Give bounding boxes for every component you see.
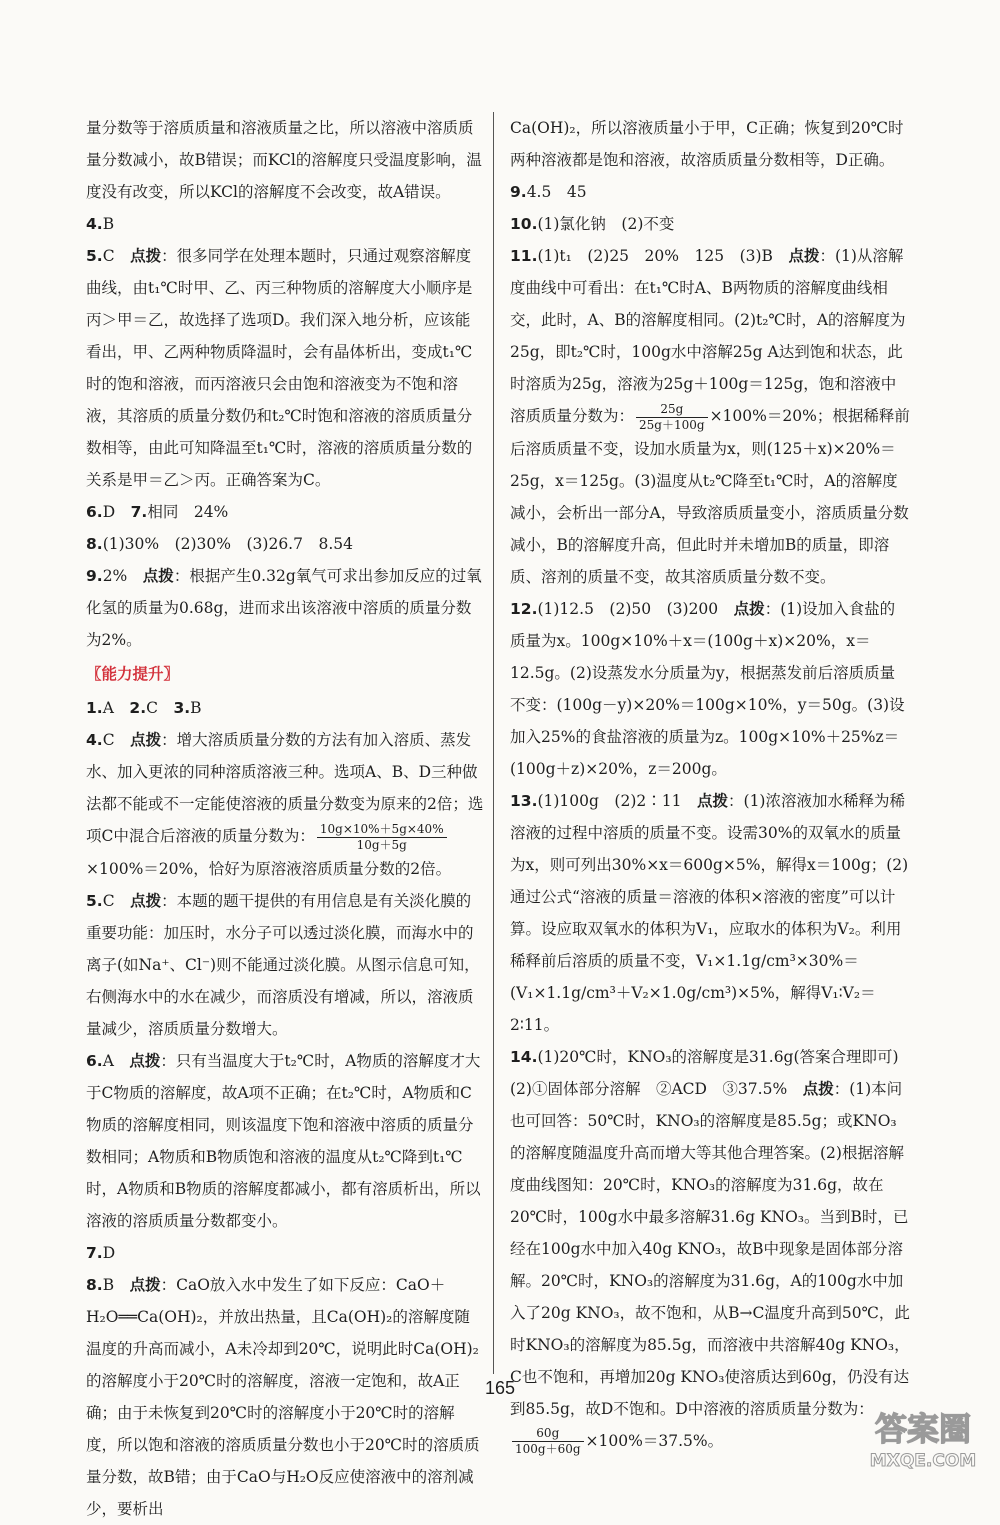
answer-6-7: 6.D 7.相同 24%	[86, 503, 229, 521]
answer-8b: 8.B 点拨：CaO放入水中发生了如下反应：CaO＋H₂O══Ca(OH)₂，并放出热量，且Ca(OH)₂的溶解度随温度的升高而减小，A未冷却到20℃，说明此时Ca(OH)₂的溶解度小于20℃时的溶解度，溶液一定饱和，故A正确；由于未恢复到20℃时的溶解度小于20℃时的溶解度，所以饱和溶液的溶质质量分数也小于20℃时的溶质质量分数，故B错；由于CaO与H₂O反应使溶液中的溶剂减少，要析出	[86, 1275, 480, 1518]
fraction: $\frac{10g\times 10\%+5g\times 40\%}{10g+5g}$	[317, 822, 447, 853]
answer-9: 9.4.5 45	[510, 183, 587, 201]
left-column	[86, 112, 484, 1525]
svg-text:MXQE.COM: MXQE.COM	[869, 1451, 977, 1471]
answer-11: 11.(1)t₁ (2)25 20% 125 (3)B 点拨：(1)从溶解度曲线中可看出：在t₁℃时A、B两物质的溶解度曲线相交，此时，A、B的溶解度相同。(2)t₂℃时，A的溶解度为25g，即t₂℃时，100g水中溶解25g A达到饱和状态，此时溶质为25g，溶液为25g＋100g＝125g，饱和溶液中溶质质量分数为： $\frac{25g}{25g+100g}$ ×100%＝20%；根据稀释前后溶质质量不变，设加水质量为x，则(125＋x)×20%＝25g，x＝125g。(3)温度从t₂℃降至t₁℃时，A的溶解度减小，会析出一部分A，导致溶质质量变小，溶质质量分数减小，B的溶解度升高，但此时并未增加B的质量，即溶质、溶剂的质量不变，故其溶质质量分数不变。	[510, 247, 910, 586]
watermark-logo	[858, 1400, 988, 1476]
continued-text: Ca(OH)₂，所以溶液质量小于甲，C正确；恢复到20℃时两种溶液都是饱和溶液，故溶质质量分数相等，D正确。	[510, 119, 904, 169]
continued-text: 量分数等于溶质质量和溶液质量之比，所以溶液中溶质质量分数减小，故B错误；而KCl的溶解度只受温度影响，温度没有改变，所以KCl的溶解度不会改变，故A错误。	[86, 119, 482, 201]
section-heading: 〖能力提升〗	[86, 665, 180, 683]
answer-5: 5.C 点拨：很多同学在处理本题时，只通过观察溶解度曲线，由t₁℃时甲、乙、丙三种物质的溶解度大小顺序是丙＞甲＝乙，故选择了选项D。我们深入地分析，应该能看出，甲、乙两种物质降温时，会有晶体析出，变成t₁℃时的饱和溶液，而丙溶液只会由饱和溶液变为不饱和溶液，其溶质的质量分数仍和t₂℃时饱和溶液的溶质质量分数相等，由此可知降温至t₁℃时，溶液的溶质质量分数的关系是甲＝乙＞丙。正确答案为C。	[86, 247, 473, 489]
fraction: $\frac{60g}{100g+60g}$	[512, 1426, 584, 1457]
answer-14: 14.(1)20℃时，KNO₃的溶解度是31.6g(答案合理即可)	[510, 1047, 899, 1066]
answer-10: 10.(1)氯化钠 (2)不变	[510, 215, 675, 233]
answer-4b: 4.C 点拨：增大溶质质量分数的方法有加入溶质、蒸发水、加入更浓的同种溶质溶液三种。选项A、B、D三种做法都不能或不一定能使溶液的质量分数变为原来的2倍；选项C中混合后溶液的质量分数为： $\frac{10g\times 10\%+5g\times 40\%}{10g+5g}$ ×100%＝20%，恰好为原溶液溶质质量分数的2倍。	[86, 731, 484, 878]
answer-13: 13.(1)100g (2)2∶11 点拨：(1)浓溶液加水稀释为稀溶液的过程中溶质的质量不变。设需30%的双氧水的质量为x，则可列出30%×x＝600g×5%，解得x＝100g；(2)通过公式“溶液的质量＝溶液的体积×溶液的密度”可以计算。设应取双氧水的体积为V₁，应取水的体积为V₂。利用稀释前后溶质的质量不变，V₁×1.1g/cm³×30%＝(V₁×1.1g/cm³＋V₂×1.0g/cm³)×5%，解得V₁∶V₂＝2∶11。	[510, 791, 909, 1034]
answer-7b: 7.D	[86, 1243, 116, 1262]
right-column	[510, 112, 910, 1457]
answer-6b: 6.A 点拨：只有当温度大于t₂℃时，A物质的溶解度才大于C物质的溶解度，故A项不正确；在t₂℃时，A物质和C物质的溶解度相同，则该温度下饱和溶液中溶质的质量分数相同；A物质和B物质饱和溶液的温度从t₂℃降到t₁℃时，A物质和B物质的溶解度都减小，都有溶质析出，所以溶液的溶质质量分数都变小。	[86, 1051, 481, 1230]
page-number: 165	[484, 1378, 516, 1398]
svg-text:答案圈: 答案圈	[874, 1410, 972, 1448]
answer-5b: 5.C 点拨：本题的题干提供的有用信息是有关淡化膜的重要功能：加压时，水分子可以透过淡化膜，而海水中的离子(如Na⁺、Cl⁻)则不能通过淡化膜。从图示信息可知，右侧海水中的水在减少，而溶质没有增减，所以，溶液质量减少，溶质质量分数增大。	[86, 891, 480, 1038]
answer-14-part2: (2)①固体部分溶解 ②ACD ③37.5% 点拨：(1)本问也可回答：50℃时，KNO₃的溶解度是85.5g；或KNO₃的溶解度随温度升高而增大等其他合理答案。(2)根据溶解度曲线图知：20℃时，KNO₃的溶解度为31.6g，故在20℃时，100g水中最多溶解31.6g KNO₃。当到B时，已经在100g水中加入40g KNO₃，故B中现象是固体部分溶解。20℃时，KNO₃的溶解度为31.6g，A的100g水中加入了20g KNO₃，故不饱和，从B→C温度升高到50℃，此时KNO₃的溶解度为85.5g，而溶液中共溶解40g KNO₃，C也不饱和，再增加20g KNO₃使溶质达到60g，仍没有达到85.5g，故D不饱和。D中溶液的溶质质量分数为： $\frac{60g}{100g+60g}$ ×100%＝37.5%。	[510, 1079, 910, 1456]
answer-9: 9.2% 点拨：根据产生0.32g氧气可求出参加反应的过氧化氢的质量为0.68g，进而求出该溶液中溶质的质量分数为2%。	[86, 567, 482, 649]
fraction: $\frac{25g}{25g+100g}$	[636, 402, 708, 433]
answer-12: 12.(1)12.5 (2)50 (3)200 点拨：(1)设加入食盐的质量为x。100g×10%＋x＝(100g＋x)×20%，x＝12.5g。(2)设蒸发水分质量为y，根据蒸发前后溶质质量不变：(100g－y)×20%＝100g×10%，y＝50g。(3)设加入25%的食盐溶液的质量为z。100g×10%＋25%z＝(100g＋z)×20%，z＝200g。	[510, 599, 905, 778]
answers-1-3: 1.A 2.C 3.B	[86, 699, 202, 717]
answer-4: 4.B	[86, 215, 115, 233]
column-divider	[493, 112, 494, 1374]
answer-8: 8.(1)30% (2)30% (3)26.7 8.54	[86, 535, 353, 553]
